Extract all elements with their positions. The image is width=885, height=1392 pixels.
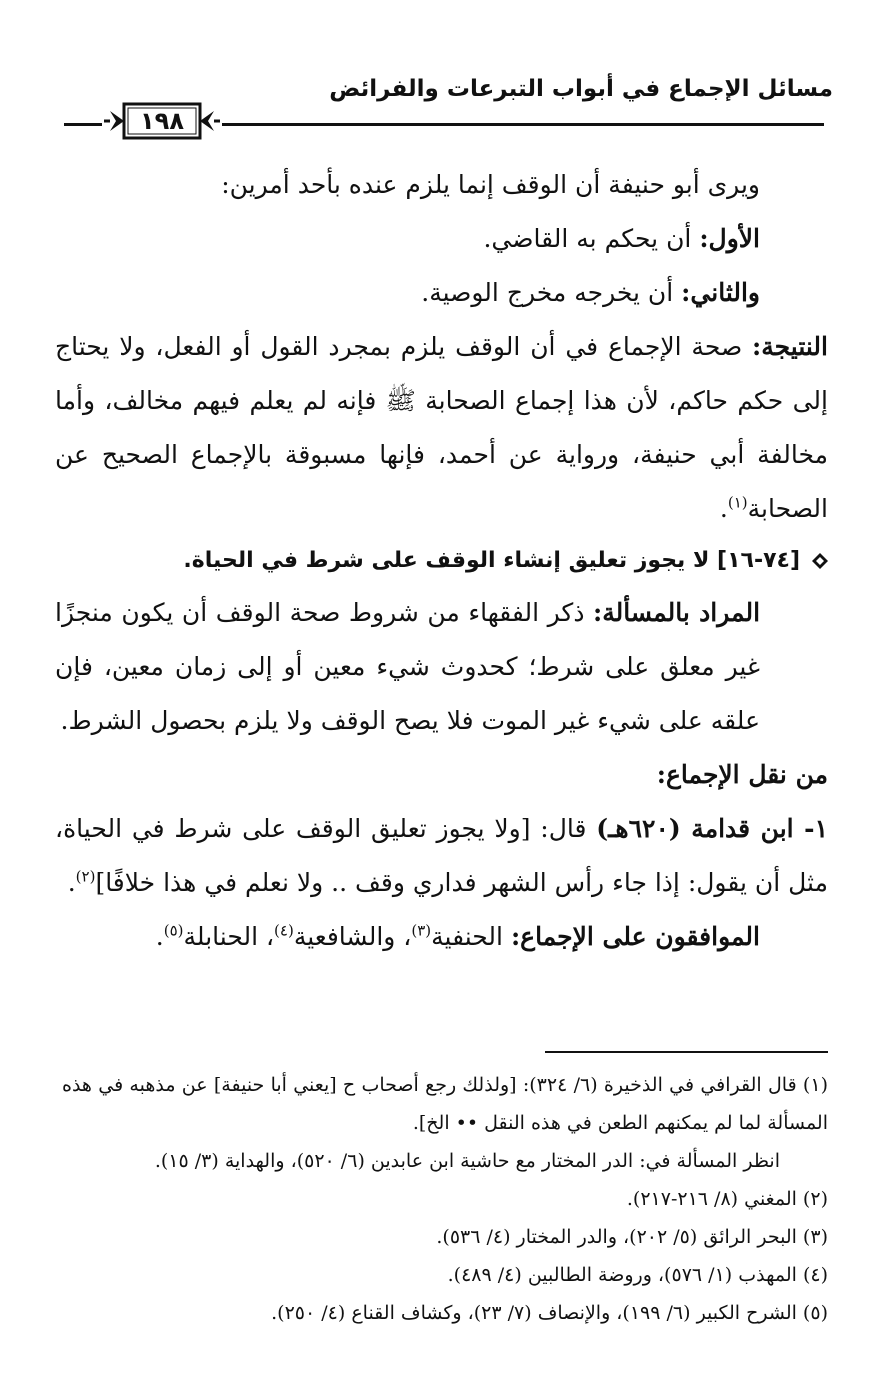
running-header-title: مسائل الإجماع في أبواب التبرعات والفرائض bbox=[329, 76, 833, 102]
page-number: ١٩٨ bbox=[140, 107, 184, 135]
quote-end: . bbox=[67, 868, 76, 897]
result-text: صحة الإجماع في أن الوقف يلزم بمجرد القول أو الفعل، ولا يحتاج إلى حكم حاكم، لأن هذا إجماع الصحابة ﷺ فإنه لم يعلم فيهم مخالف، وأما مخالفة أبي حنيفة، ورواية عن أحمد، فإنها مسبوقة بالإجماع الصحيح عن الصحابة bbox=[55, 332, 828, 523]
diamond-icon bbox=[812, 553, 828, 569]
agree-hanafi: الحنفية bbox=[431, 922, 503, 951]
result-label: النتيجة: bbox=[752, 332, 828, 361]
main-text bbox=[55, 158, 828, 964]
paragraph-meaning bbox=[55, 586, 828, 748]
paragraph-quote bbox=[55, 802, 828, 910]
meaning-text: ذكر الفقهاء من شروط صحة الوقف أن يكون منجزًا غير معلق على شرط؛ كحدوث شيء معين أو إلى زمان معين، فإن علقه على شيء غير الموت فلا يصح الوقف ولا يلزم بحصول الشرط. bbox=[55, 598, 760, 735]
agreeing-label: الموافقون على الإجماع: bbox=[510, 922, 760, 951]
first-label: الأول: bbox=[699, 224, 760, 253]
footnote-ref-4: (٤) bbox=[274, 921, 294, 940]
transmitters-heading: من نقل الإجماع: bbox=[656, 760, 828, 789]
footnote-ref-5: (٥) bbox=[163, 921, 184, 940]
footnote-1-continuation: انظر المسألة في: الدر المختار مع حاشية ابن عابدين (٦/ ٥٢٠)، والهداية (٣/ ١٥). bbox=[154, 1150, 780, 1172]
footnote-4: (٤) المهذب (١/ ٥٧٦)، وروضة الطالبين (٤/ ٤٨٩). bbox=[447, 1264, 828, 1286]
paragraph-result bbox=[55, 320, 828, 536]
paragraph-intro: ويرى أبو حنيفة أن الوقف إنما يلزم عنده بأحد أمرين: bbox=[221, 170, 760, 199]
paragraph-agreeing bbox=[55, 910, 828, 964]
meaning-label: المراد بالمسألة: bbox=[593, 598, 761, 627]
paragraph-second bbox=[55, 266, 828, 320]
quote-label: ١- ابن قدامة (٦٢٠هـ) bbox=[596, 814, 828, 843]
footnote-rule bbox=[545, 1051, 828, 1053]
footnote-ref-1: (١) bbox=[727, 493, 748, 512]
second-label: والثاني: bbox=[681, 278, 760, 307]
page-number-ornament bbox=[102, 101, 222, 141]
result-end: . bbox=[719, 494, 728, 523]
footnote-3: (٣) البحر الرائق (٥/ ٢٠٢)، والدر المختار (٤/ ٥٣٦). bbox=[436, 1226, 828, 1248]
footnote-1: (١) قال القرافي في الذخيرة (٦/ ٣٢٤): [ولذلك رجع أصحاب ح [يعني أبا حنيفة] عن مذهبه في هذه المسألة لما لم يمكنهم الطعن في هذه النقل •• الخ]. bbox=[62, 1074, 828, 1134]
footnote-5: (٥) الشرح الكبير (٦/ ١٩٩)، والإنصاف (٧/ ٢٣)، وكشاف القناع (٤/ ٢٥٠). bbox=[271, 1302, 828, 1324]
footnote-ref-3: (٣) bbox=[411, 921, 432, 940]
agree-hanbali: ، الحنابلة bbox=[183, 922, 275, 951]
footnote-2: (٢) المغني (٨/ ٢١٦-٢١٧). bbox=[626, 1188, 828, 1210]
footnote-ref-2: (٢) bbox=[75, 867, 96, 886]
paragraph-first bbox=[55, 212, 828, 266]
agree-shafii: ، والشافعية bbox=[293, 922, 412, 951]
agree-end: . bbox=[155, 922, 164, 951]
first-text: أن يحكم به القاضي. bbox=[483, 224, 692, 253]
footnotes bbox=[62, 1066, 828, 1332]
issue-heading-text: [٧٤-١٦] لا يجوز تعليق إنشاء الوقف على شرط في الحياة. bbox=[183, 548, 800, 573]
second-text: أن يخرجه مخرج الوصية. bbox=[421, 278, 674, 307]
issue-heading bbox=[55, 536, 828, 586]
quote-text: قال: [ولا يجوز تعليق الوقف على شرط في الحياة، مثل أن يقول: إذا جاء رأس الشهر فداري وقف .. ولا نعلم في هذا خلافًا] bbox=[55, 814, 828, 897]
